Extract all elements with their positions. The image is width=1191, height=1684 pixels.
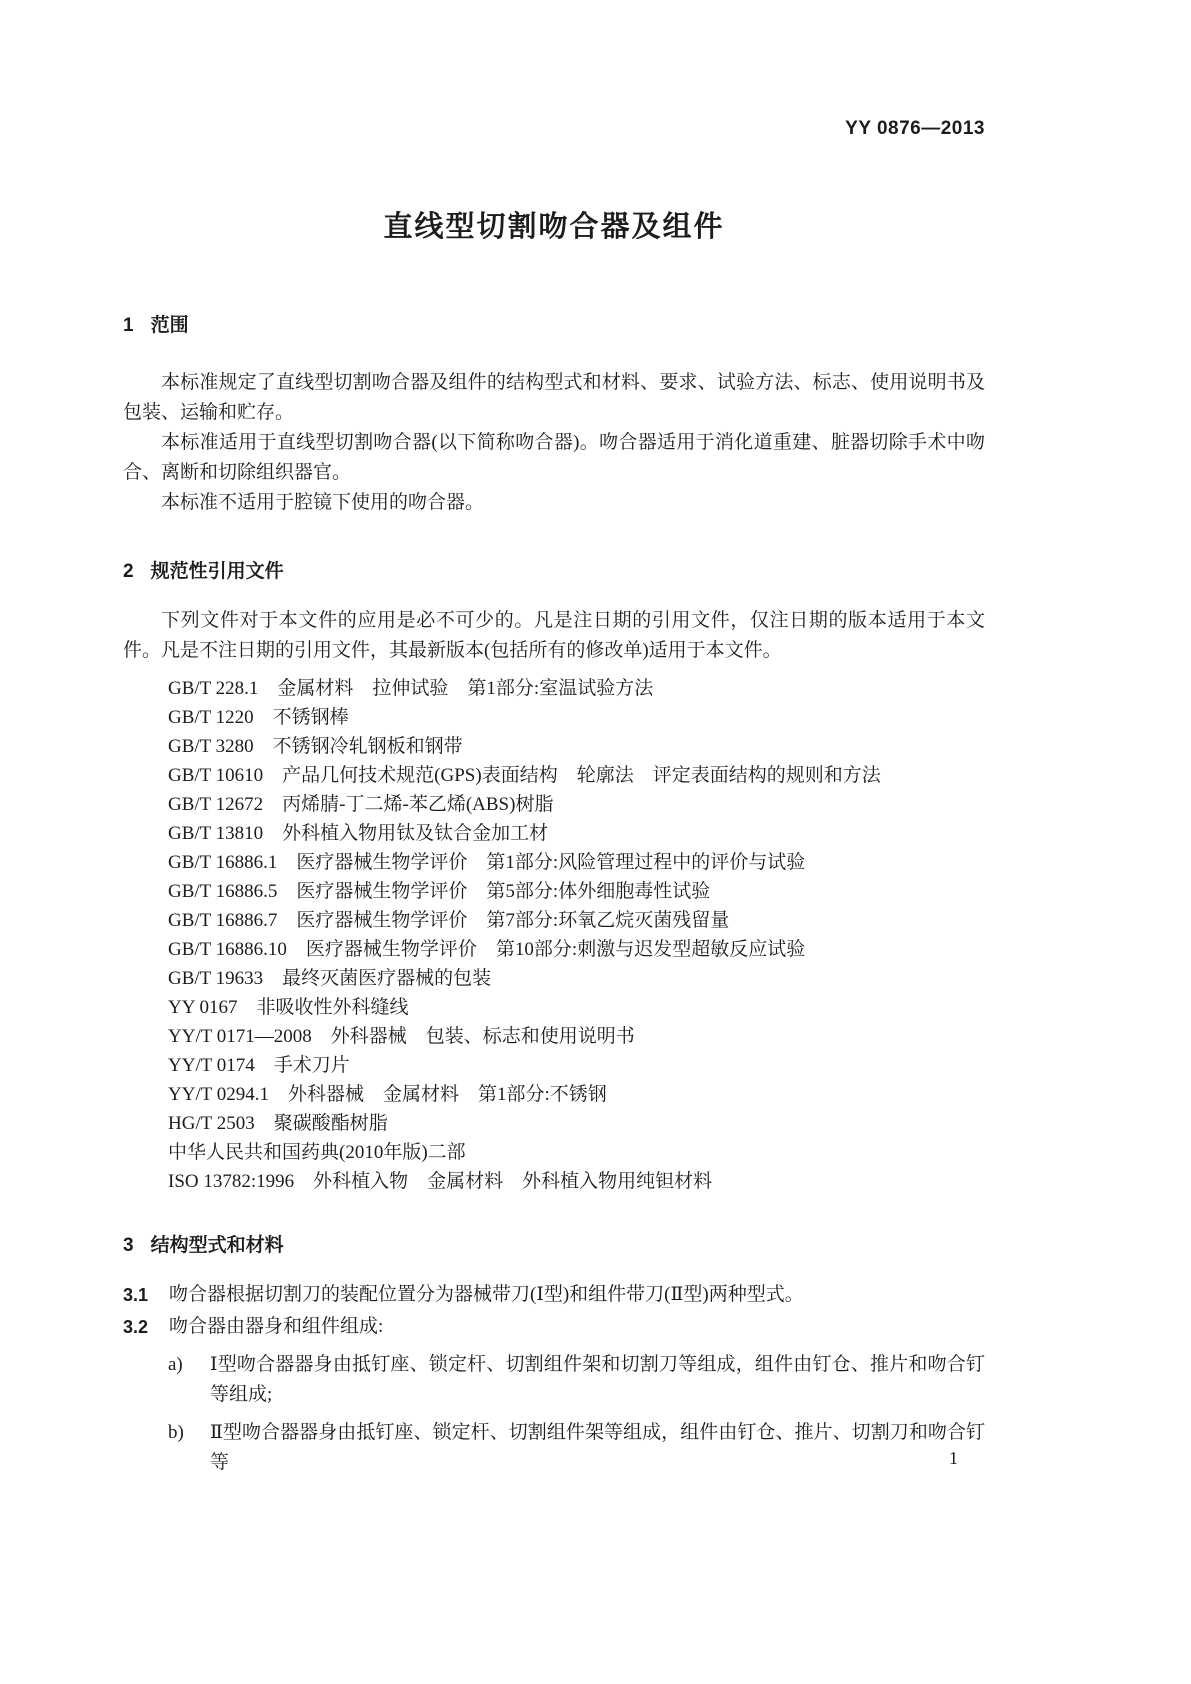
reference-item: 中华人民共和国药典(2010年版)二部 bbox=[168, 1142, 466, 1163]
reference-item: GB/T 3280 不锈钢冷轧钢板和钢带 bbox=[168, 736, 463, 757]
list-item-b bbox=[168, 1418, 985, 1478]
doc-number: YY 0876—2013 bbox=[845, 118, 985, 139]
section-3-title: 结构型式和材料 bbox=[150, 1235, 284, 1256]
reference-item: ISO 13782:1996 外科植入物 金属材料 外科植入物用纯钽材料 bbox=[168, 1171, 713, 1192]
doc-title: 直线型切割吻合器及组件 bbox=[383, 211, 725, 243]
section-1-heading bbox=[123, 310, 985, 334]
reference-item: GB/T 13810 外科植入物用钛及钛合金加工材 bbox=[168, 823, 549, 844]
section-structure-materials bbox=[123, 1230, 985, 1478]
references-intro: 下列文件对于本文件的应用是必不可少的。凡是注日期的引用文件，仅注日期的版本适用于本文件。凡是不注日期的引用文件，其最新版本(包括所有的修改单)适用于本文件。 bbox=[123, 610, 985, 661]
doc-header bbox=[123, 118, 985, 144]
reference-item: GB/T 16886.7 医疗器械生物学评价 第7部分:环氧乙烷灭菌残留量 bbox=[168, 910, 730, 931]
clause-3-1-number: 3.1 bbox=[123, 1285, 149, 1305]
section-3-heading bbox=[123, 1230, 985, 1254]
reference-item: GB/T 228.1 金属材料 拉伸试验 第1部分:室温试验方法 bbox=[168, 678, 654, 699]
reference-item: YY 0167 非吸收性外科缝线 bbox=[168, 997, 409, 1018]
section-2-number: 2 bbox=[123, 561, 134, 582]
section-scope bbox=[123, 310, 985, 518]
reference-item: YY/T 0294.1 外科器械 金属材料 第1部分:不锈钢 bbox=[168, 1084, 607, 1105]
section-1-body bbox=[123, 368, 985, 518]
list-item-a-text: Ⅰ型吻合器器身由抵钉座、锁定杆、切割组件架和切割刀等组成，组件由钉仓、推片和吻合钉等组成; bbox=[210, 1354, 985, 1405]
clause-3-2 bbox=[123, 1312, 985, 1342]
clause-3-2-number: 3.2 bbox=[123, 1317, 149, 1337]
section-3-body bbox=[123, 1280, 985, 1478]
scope-paragraph-2: 本标准适用于直线型切割吻合器(以下简称吻合器)。吻合器适用于消化道重建、脏器切除手术中吻合、离断和切除组织器官。 bbox=[123, 432, 985, 483]
clause-3-1-text: 吻合器根据切割刀的装配位置分为器械带刀(Ⅰ型)和组件带刀(Ⅱ型)两种型式。 bbox=[169, 1284, 804, 1305]
list-item-a bbox=[168, 1350, 985, 1410]
reference-item: YY/T 0171—2008 外科器械 包装、标志和使用说明书 bbox=[168, 1026, 635, 1047]
reference-item: YY/T 0174 手术刀片 bbox=[168, 1055, 350, 1076]
section-2-heading bbox=[123, 556, 985, 580]
list-item-b-text: Ⅱ型吻合器器身由抵钉座、锁定杆、切割组件架等组成，组件由钉仓、推片、切割刀和吻合钉等 bbox=[210, 1422, 985, 1473]
scope-paragraph-3: 本标准不适用于腔镜下使用的吻合器。 bbox=[161, 492, 485, 513]
list-item-a-label: a) bbox=[168, 1354, 183, 1375]
reference-item: HG/T 2503 聚碳酸酯树脂 bbox=[168, 1113, 388, 1134]
reference-item: GB/T 1220 不锈钢棒 bbox=[168, 707, 349, 728]
section-normative-references bbox=[123, 556, 985, 1196]
section-1-title: 范围 bbox=[150, 315, 189, 336]
clause-3-2-list bbox=[168, 1350, 985, 1478]
clause-3-1 bbox=[123, 1280, 985, 1310]
reference-list bbox=[123, 674, 985, 1196]
section-3-number: 3 bbox=[123, 1235, 134, 1256]
section-2-title: 规范性引用文件 bbox=[150, 561, 284, 582]
reference-item: GB/T 16886.10 医疗器械生物学评价 第10部分:刺激与迟发型超敏反应试验 bbox=[168, 939, 806, 960]
reference-item: GB/T 12672 丙烯腈-丁二烯-苯乙烯(ABS)树脂 bbox=[168, 794, 554, 815]
page-number: 1 bbox=[949, 1448, 958, 1468]
clause-3-2-text: 吻合器由器身和组件组成: bbox=[169, 1316, 384, 1337]
reference-item: GB/T 16886.5 医疗器械生物学评价 第5部分:体外细胞毒性试验 bbox=[168, 881, 711, 902]
list-item-b-label: b) bbox=[168, 1422, 184, 1443]
section-1-number: 1 bbox=[123, 315, 134, 336]
reference-item: GB/T 19633 最终灭菌医疗器械的包装 bbox=[168, 968, 492, 989]
scope-paragraph-1: 本标准规定了直线型切割吻合器及组件的结构型式和材料、要求、试验方法、标志、使用说明书及包装、运输和贮存。 bbox=[123, 372, 985, 423]
reference-item: GB/T 16886.1 医疗器械生物学评价 第1部分:风险管理过程中的评价与试验 bbox=[168, 852, 806, 873]
reference-item: GB/T 10610 产品几何技术规范(GPS)表面结构 轮廓法 评定表面结构的规则和方法 bbox=[168, 765, 881, 786]
page-footer bbox=[949, 1448, 958, 1469]
